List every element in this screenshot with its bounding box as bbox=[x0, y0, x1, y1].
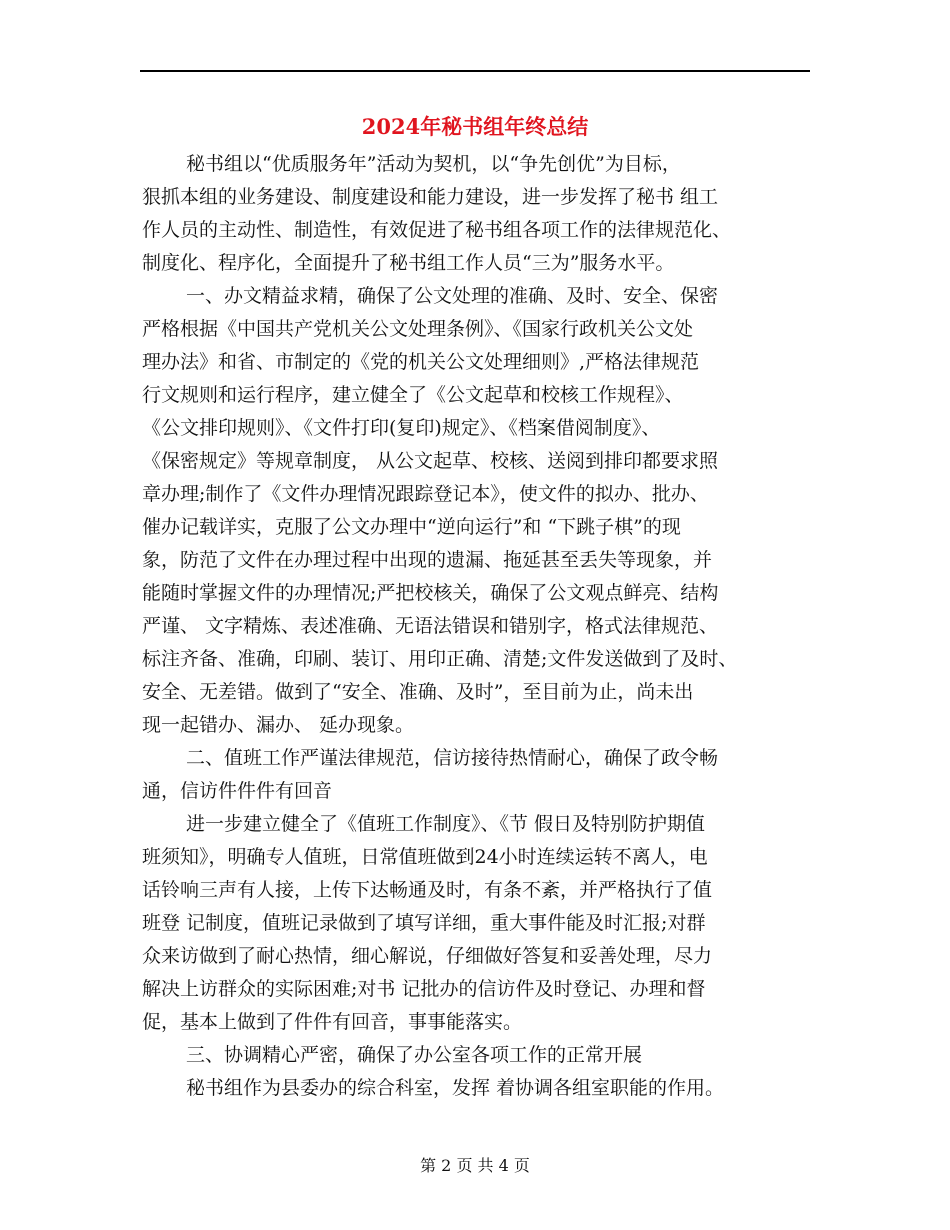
text-line: 制度化、程序化，全面提升了秘书组工作人员“三为”服务水平。 bbox=[142, 252, 675, 274]
text-line: 催办记载详实，克服了公文办理中“逆向运行”和 “下跳子棋”的现 bbox=[142, 516, 681, 538]
text-line: 秘书组以“优质服务年”活动为契机，以“争先创优”为目标， bbox=[186, 153, 681, 175]
text-line: 《公文排印规则》、《文件打印(复印)规定》、《档案借阅制度》、 bbox=[142, 417, 661, 439]
text-line: 话铃响三声有人接，上传下达畅通及时，有条不紊，并严格执行了值 bbox=[142, 879, 713, 901]
text-line: 狠抓本组的业务建设、制度建设和能力建设，进一步发挥了秘书 组工 bbox=[142, 186, 719, 208]
header-rule bbox=[140, 70, 810, 72]
text-line: 通，信访件件件有回音 bbox=[142, 780, 333, 802]
text-line: 理办法》和省、市制定的《党的机关公文处理细则》,严格法律规范 bbox=[142, 351, 700, 373]
text-line: 三、协调精心严密，确保了办公室各项工作的正常开展 bbox=[186, 1044, 643, 1066]
text-line: 标注齐备、准确，印刷、装订、用印正确、清楚;文件发送做到了及时、 bbox=[142, 648, 738, 670]
text-line: 解决上访群众的实际困难;对书 记批办的信访件及时登记、办理和督 bbox=[142, 978, 706, 1000]
text-line: 能随时掌握文件的办理情况;严把校核关，确保了公文观点鲜亮、结构 bbox=[142, 582, 719, 604]
text-line: 行文规则和运行程序，建立健全了《公文起草和校核工作规程》、 bbox=[142, 384, 684, 406]
text-line: 章办理;制作了《文件办理情况跟踪登记本》，使文件的拟办、批办、 bbox=[142, 483, 709, 505]
text-line: 严格根据《中国共产党机关公文处理条例》、《国家行政机关公文处 bbox=[142, 318, 694, 340]
text-line: 进一步建立健全了《值班工作制度》、《节 假日及特别防护期值 bbox=[186, 813, 706, 835]
text-line: 象，防范了文件在办理过程中出现的遗漏、拖延甚至丢失等现象，并 bbox=[142, 549, 713, 571]
text-line: 《保密规定》等规章制度， 从公文起草、校核、送阅到排印都要求照 bbox=[142, 450, 719, 472]
text-line: 班须知》，明确专人值班，日常值班做到24小时连续运转不离人，电 bbox=[142, 846, 708, 868]
text-line: 班登 记制度，值班记录做到了填写详细，重大事件能及时汇报;对群 bbox=[142, 912, 706, 934]
text-line: 现一起错办、漏办、 延办现象。 bbox=[142, 714, 415, 736]
text-line: 二、值班工作严谨法律规范，信访接待热情耐心，确保了政令畅 bbox=[186, 747, 719, 769]
text-line: 一、办文精益求精，确保了公文处理的准确、及时、安全、保密 bbox=[186, 285, 719, 307]
text-line: 作人员的主动性、制造性，有效促进了秘书组各项工作的法律规范化、 bbox=[142, 219, 732, 241]
text-line: 严谨、 文字精炼、表述准确、无语法错误和错别字，格式法律规范、 bbox=[142, 615, 719, 637]
document-title: 2024年秘书组年终总结 bbox=[361, 114, 589, 139]
text-line: 安全、无差错。做到了“安全、准确、及时”，至目前为止，尚未出 bbox=[142, 681, 694, 703]
text-line: 促，基本上做到了件件有回音，事事能落实。 bbox=[142, 1011, 523, 1033]
text-line: 秘书组作为县委办的综合科室，发挥 着协调各组室职能的作用。 bbox=[186, 1077, 725, 1099]
text-line: 众来访做到了耐心热情，细心解说，仔细做好答复和妥善处理，尽力 bbox=[142, 945, 713, 967]
page-number: 第 2 页 共 4 页 bbox=[420, 1156, 530, 1175]
